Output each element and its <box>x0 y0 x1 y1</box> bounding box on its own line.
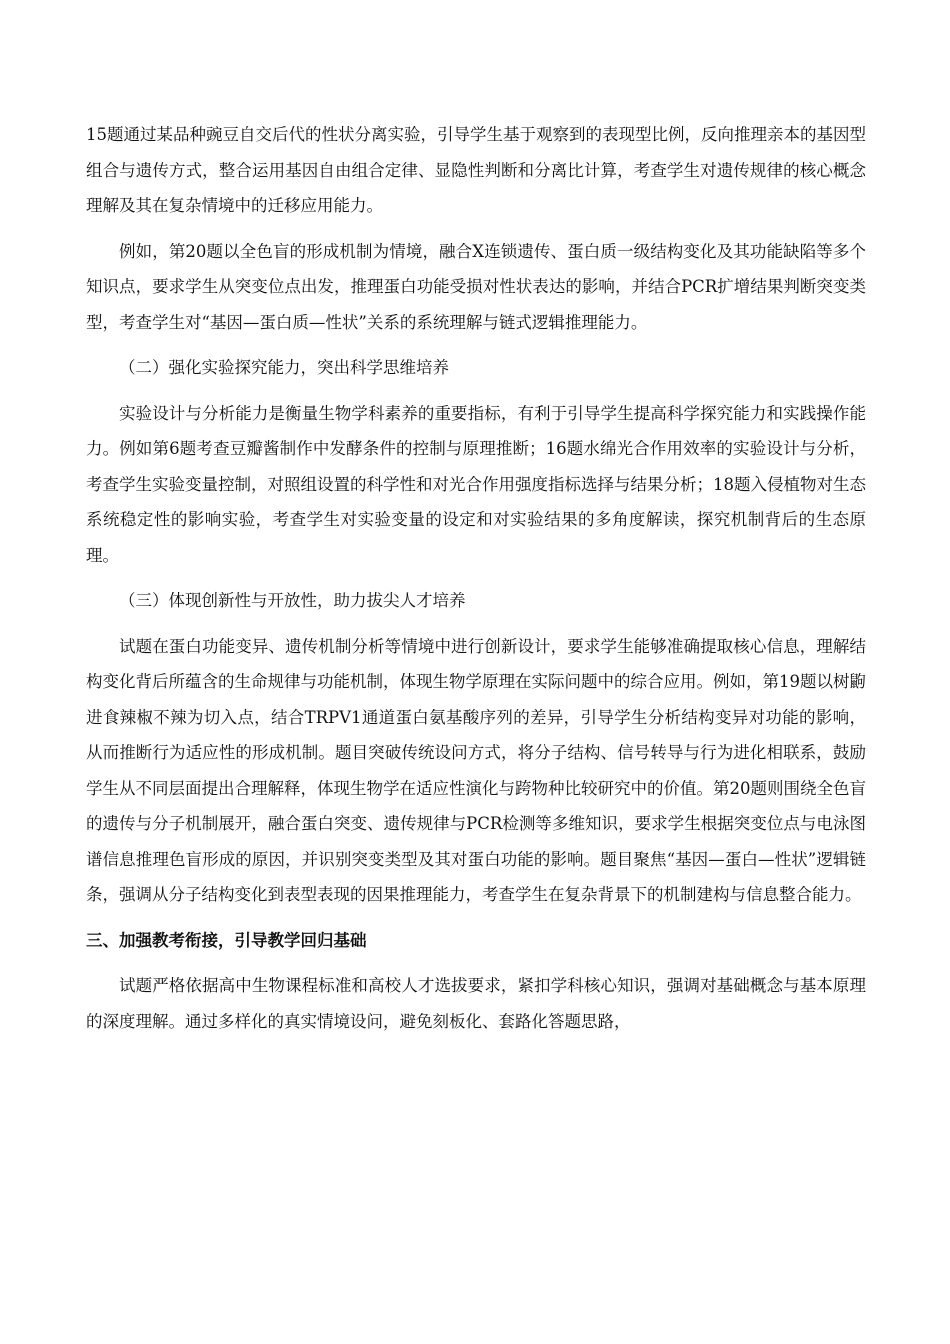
document-page <box>86 117 866 1049</box>
paragraph-experiment: 实验设计与分析能力是衡量生物学科素养的重要指标，有利于引导学生提高科学探究能力和实践操作能力。例如第6题考查豆瓣酱制作中发酵条件的控制与原理推断；16题水绵光合作用效率的实验设计与分析，考查学生实验变量控制，对照组设置的科学性和对光合作用强度指标选择与结果分析；18题入侵植物对生态系统稳定性的影响实验，考查学生对实验变量的设定和对实验结果的多角度解读，探究机制背后的生态原理。 <box>86 403 866 565</box>
subheading-innovation: （三）体现创新性与开放性，助力拔尖人才培养 <box>119 591 466 610</box>
paragraph-curriculum: 试题严格依据高中生物课程标准和高校人才选拔要求，紧扣学科核心知识，强调对基础概念与基本原理的深度理解。通过多样化的真实情境设问，避免刻板化、套路化答题思路， <box>86 976 866 1031</box>
section-heading-three: 三、加强教考衔接，引导教学回归基础 <box>86 930 367 950</box>
subheading-experiment: （二）强化实验探究能力，突出科学思维培养 <box>119 358 449 377</box>
paragraph-q15: 15题通过某品种豌豆自交后代的性状分离实验，引导学生基于观察到的表现型比例，反向推理亲本的基因型组合与遗传方式，整合运用基因自由组合定律、显隐性判断和分离比计算，考查学生对遗传规律的核心概念理解及其在复杂情境中的迁移应用能力。 <box>86 125 866 215</box>
paragraph-innovation: 试题在蛋白功能变异、遗传机制分析等情境中进行创新设计，要求学生能够准确提取核心信息，理解结构变化背后所蕴含的生命规律与功能机制，体现生物学原理在实际问题中的综合应用。例如，第19题以树鼩进食辣椒不辣为切入点，结合TRPV1通道蛋白氨基酸序列的差异，引导学生分析结构变异对功能的影响，从而推断行为适应性的形成机制。题目突破传统设问方式，将分子结构、信号转导与行为进化相联系，鼓励学生从不同层面提出合理解释，体现生物学在适应性演化与跨物种比较研究中的价值。第20题则围绕全色盲的遗传与分子机制展开，融合蛋白突变、遗传规律与PCR检测等多维知识，要求学生根据突变位点与电泳图谱信息推理色盲形成的原因，并识别突变类型及其对蛋白功能的影响。题目聚焦“基因—蛋白—性状”逻辑链条，强调从分子结构变化到表型表现的因果推理能力，考查学生在复杂背景下的机制建构与信息整合能力。 <box>86 636 866 904</box>
paragraph-q20-example: 例如，第20题以全色盲的形成机制为情境，融合X连锁遗传、蛋白质一级结构变化及其功能缺陷等多个知识点，要求学生从突变位点出发，推理蛋白功能受损对性状表达的影响，并结合PCR扩增结果判断突变类型，考查学生对“基因—蛋白质—性状”关系的系统理解与链式逻辑推理能力。 <box>86 241 866 332</box>
